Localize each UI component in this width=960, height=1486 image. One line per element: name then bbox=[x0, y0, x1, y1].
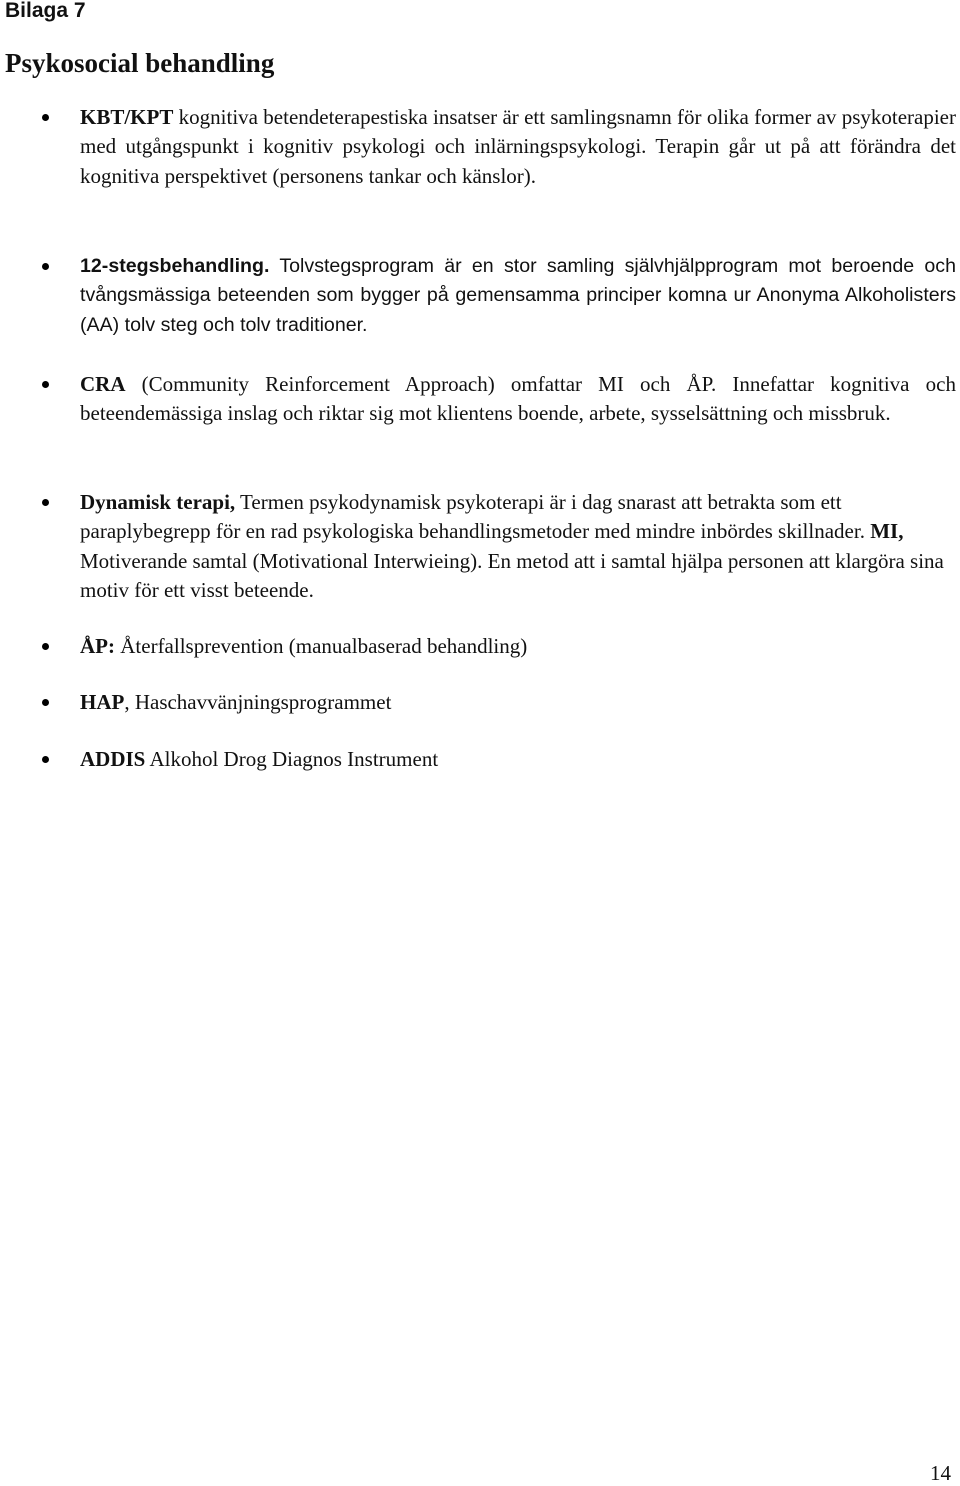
list-item-dynamisk-terapi bbox=[80, 488, 956, 605]
description-dynamisk-terapi: Termen psykodynamisk psykoterapi är i dag snarast att betrakta som ett paraplybegrepp för en rad psykologiska behandlingsmetoder med mindre inbördes skillnader. bbox=[80, 490, 871, 544]
term-12-steg: 12-stegsbehandling. bbox=[80, 255, 270, 277]
bullet-icon bbox=[42, 643, 49, 650]
bullet-icon bbox=[42, 263, 49, 270]
description-ap: Återfallsprevention (manualbaserad behandling) bbox=[115, 634, 528, 658]
term-mi: MI, bbox=[870, 519, 904, 544]
page-title: Psykosocial behandling bbox=[5, 48, 275, 78]
list-item-addis bbox=[80, 745, 956, 774]
bullet-icon bbox=[42, 756, 49, 763]
term-cra: CRA bbox=[80, 372, 126, 396]
bullet-icon bbox=[42, 381, 49, 388]
page-number: 14 bbox=[930, 1461, 951, 1485]
term-ap: ÅP: bbox=[80, 634, 115, 658]
list-item-12-steg bbox=[80, 252, 956, 340]
description-mi: Motiverande samtal (Motivational Interwieing). En metod att i samtal hjälpa personen att klargöra sina motiv för ett visst beteende. bbox=[80, 548, 944, 602]
description-cra: (Community Reinforcement Approach) omfattar MI och ÅP. Innefattar kognitiva och beteendemässiga inslag och riktar sig mot klientens boende, arbete, sysselsättning och missbruk. bbox=[80, 372, 956, 426]
bullet-icon bbox=[42, 499, 49, 506]
appendix-label: Bilaga 7 bbox=[5, 0, 86, 22]
term-hap: HAP bbox=[80, 690, 125, 714]
list-item-hap bbox=[80, 688, 956, 717]
term-addis: ADDIS bbox=[80, 747, 146, 771]
list-item-cra bbox=[80, 370, 956, 429]
description-12-steg: Tolvstegsprogram är en stor samling självhjälpprogram mot beroende och tvångsmässiga beteenden som bygger på gemensamma principer komna ur Anonyma Alkoholisters (AA) tolv steg och tolv traditioner. bbox=[80, 255, 956, 336]
description-hap: , Haschavvänjningsprogrammet bbox=[124, 690, 392, 714]
bullet-icon bbox=[42, 114, 49, 121]
term-dynamisk-terapi: Dynamisk terapi, bbox=[80, 490, 236, 514]
term-kbt: KBT/KPT bbox=[80, 105, 174, 129]
description-addis: Alkohol Drog Diagnos Instrument bbox=[145, 747, 439, 771]
list-item-ap bbox=[80, 632, 956, 661]
description-kbt: kognitiva betendeterapestiska insatser är ett samlingsnamn för olika former av psykoterapier med utgångspunkt i kognitiv psykologi och inlärningspsykologi. Terapin går ut på att förändra det kognitiva perspektivet (personens tankar och känslor). bbox=[80, 105, 956, 188]
list-item-kbt bbox=[80, 103, 956, 191]
bullet-icon bbox=[42, 699, 49, 706]
